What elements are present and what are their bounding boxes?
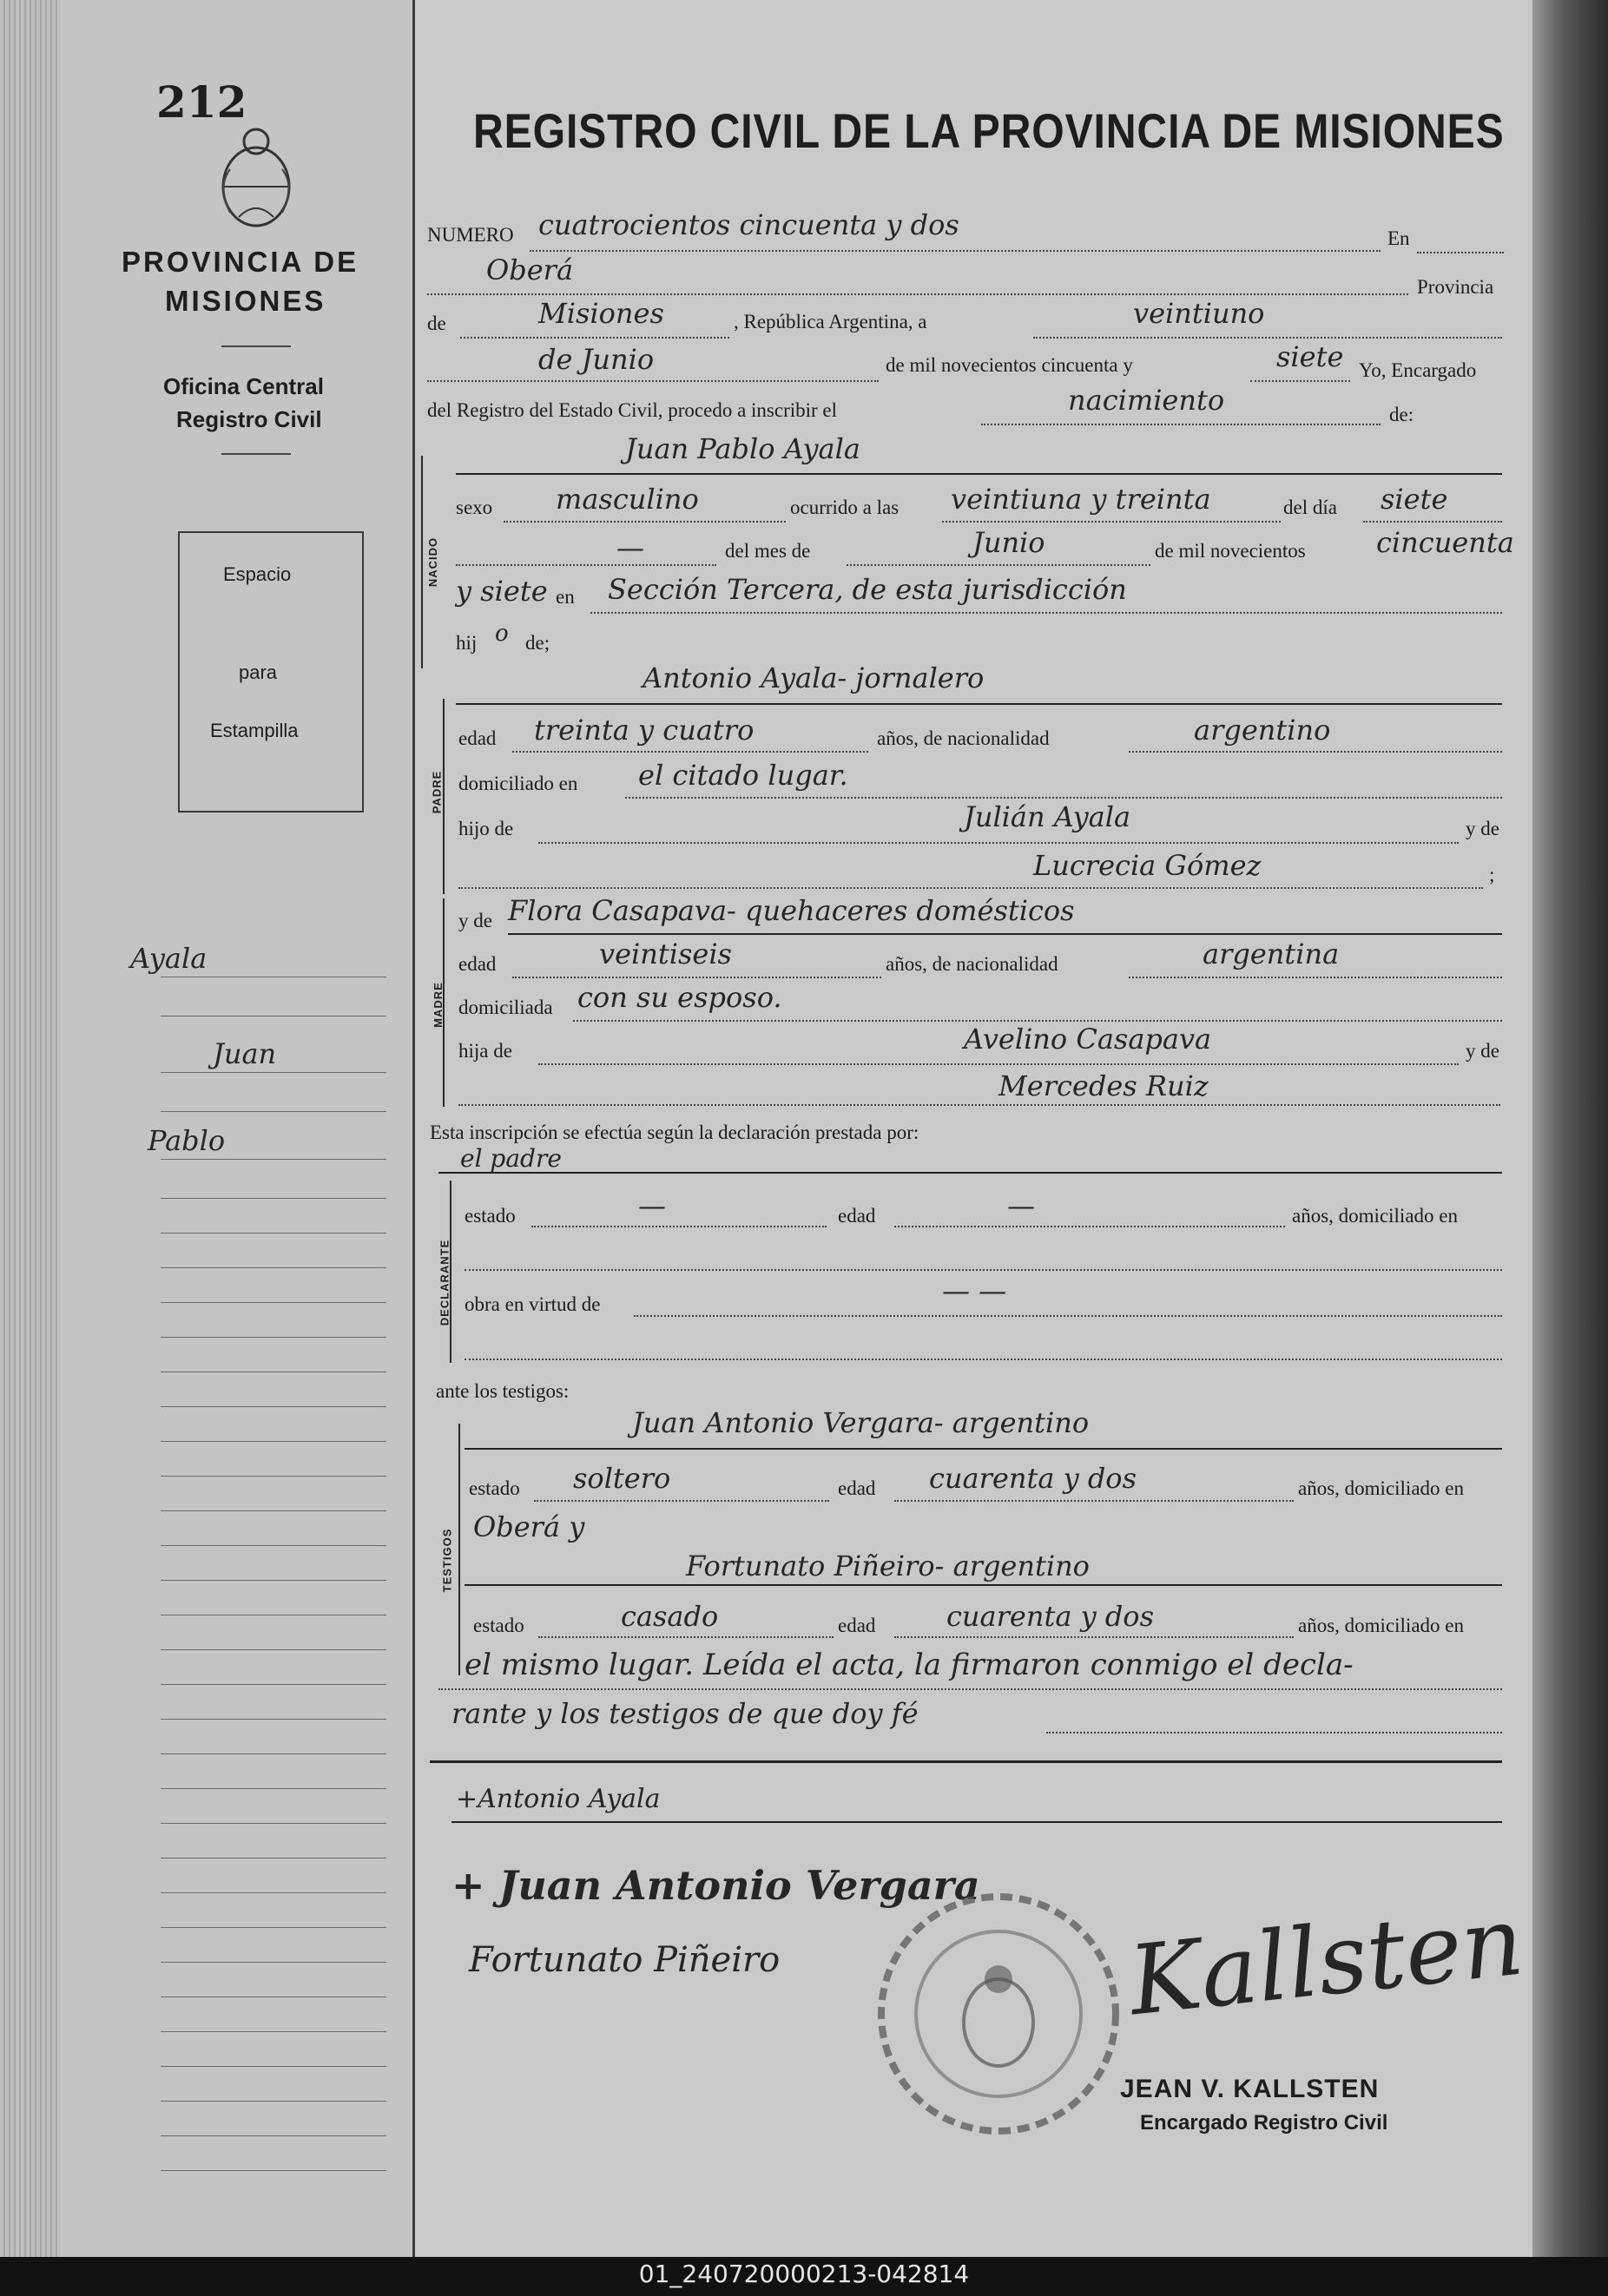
stub-given-1: Juan [213,1037,277,1070]
label-hijo-de-padre: hijo de [458,818,514,839]
label-mil-novecientos: de mil novecientos cincuenta y [886,354,1133,376]
field-decl-obra: — — [942,1274,1007,1307]
label-de: de [427,312,446,334]
field-cierre-1: el mismo lugar. Leída el acta, la firmaron conmigo el decla- [465,1648,1354,1682]
field-t2-edad: cuarenta y dos [946,1600,1154,1633]
field-testigo2: Fortunato Piñeiro- argentino [686,1549,1090,1582]
province-line2: MISIONES [165,285,326,317]
label-nacido: NACIDO [426,536,440,588]
field-provincia: Misiones [538,297,664,330]
signature-2: + Juan Antonio Vergara [451,1862,980,1909]
field-abuelo-m: Avelino Casapava [964,1023,1212,1056]
stub-surname: Ayala [130,942,208,975]
official-name: JEAN V. KALLSTEN [1120,2075,1380,2103]
field-declarante: el padre [460,1144,562,1173]
label-madre: MADRE [431,982,445,1028]
label-anos-nac-madre: años, de nacionalidad [886,953,1058,975]
label-estado-decl: estado [465,1205,516,1227]
label-yo-encargado: Yo, Encargado [1359,359,1477,381]
label-hijo-de: de; [525,632,550,654]
field-sexo: masculino [556,483,699,516]
label-testigos: ante los testigos: [436,1380,570,1402]
field-t1-estado: soltero [573,1462,671,1495]
book-spine [1532,0,1608,2257]
official-seal-icon [868,1884,1129,2144]
field-madre: Flora Casapava- quehaceres domésticos [508,894,1075,927]
field-anio-nac-2: y siete [456,575,548,608]
field-acto: nacimiento [1068,384,1225,417]
label-del-dia: del día [1283,497,1337,518]
label-en: En [1387,227,1410,249]
label-anos-dom-t2: años, domiciliado en [1298,1615,1464,1636]
label-anos-dom-t1: años, domiciliado en [1298,1477,1464,1499]
label-anos-dom-decl: años, domiciliado en [1292,1205,1458,1227]
field-t1-edad: cuarenta y dos [929,1462,1137,1495]
field-t2-estado: casado [621,1600,719,1633]
field-decl-estado: — [638,1189,666,1222]
field-padre-nac: argentino [1194,714,1331,747]
page-number: 212 [156,76,247,128]
field-abuela-m: Mercedes Ruiz [998,1069,1209,1102]
stamp-box-label-2: para [239,661,278,683]
label-obra: obra en virtud de [465,1293,601,1315]
official-signature: Kallsten [1124,1885,1529,2037]
field-madre-nac: argentina [1203,937,1340,970]
label-estado-t2: estado [473,1615,524,1636]
label-anos-nac-padre: años, de nacionalidad [877,727,1050,749]
field-lugar: Oberá [486,253,574,286]
label-hija-de: hija de [458,1040,512,1062]
stub-column [0,0,415,2257]
field-dia: veintiuno [1133,297,1265,330]
label-declarante: DECLARANTE [438,1239,451,1326]
field-padre: Antonio Ayala- jornalero [643,661,985,694]
label-numero: NUMERO [427,224,514,246]
label-semicolon: ; [1489,864,1495,885]
label-del-mes: del mes de [725,540,811,562]
field-madre-edad: veintiseis [599,937,732,970]
field-hora: veintiuna y treinta [951,483,1211,516]
label-domiciliado: domiciliado en [458,773,578,794]
field-abuela-p: Lucrecia Gómez [1033,849,1262,882]
label-sexo: sexo [456,497,493,518]
register-title: REGISTRO CIVIL DE LA PROVINCIA DE MISIONES [473,103,1505,158]
label-del-registro: del Registro del Estado Civil, procedo a inscribir el [427,399,838,421]
label-declaracion: Esta inscripción se efectúa según la declaración prestada por: [430,1122,919,1143]
field-mes-nac: Junio [972,526,1045,559]
page-edges [0,0,61,2257]
file-id: 01_240720000213-042814 [638,2260,970,2288]
label-edad-madre: edad [458,953,497,975]
field-padre-dom: el citado lugar. [638,759,848,792]
province-line1: PROVINCIA DE [122,246,359,278]
label-republica: , República Argentina, a [734,311,927,332]
label-y-de-padre: y de [1466,818,1499,839]
field-mes: de Junio [538,343,655,376]
label-domiciliada: domiciliada [458,997,553,1018]
field-numero: cuatrocientos cincuenta y dos [538,208,959,241]
label-padre: PADRE [430,770,444,814]
office-line1: Oficina Central [163,373,324,399]
label-edad-decl: edad [838,1205,876,1227]
field-t1-dom: Oberá y [473,1510,585,1543]
field-madre-dom: con su esposo. [577,981,782,1014]
field-lugar-nac: Sección Tercera, de esta jurisdicción [608,573,1127,606]
stamp-box-label-1: Espacio [223,563,292,585]
field-hij-suffix: o [495,621,509,647]
signature-3: Fortunato Piñeiro [469,1940,781,1980]
field-anio: siete [1276,340,1344,373]
label-hij: hij [456,632,478,654]
label-testigos-vertical: TESTIGOS [440,1528,454,1593]
field-padre-edad: treinta y cuatro [534,714,755,747]
signature-1: +Antonio Ayala [456,1784,661,1814]
field-cierre-2: rante y los testigos de que doy fé [451,1697,919,1730]
stamp-box-label-3: Estampilla [210,720,299,741]
official-title: Encargado Registro Civil [1140,2111,1388,2135]
label-ocurrido: ocurrido a las [790,497,900,518]
label-y-de-madre-2: y de [1466,1040,1499,1062]
field-testigo1: Juan Antonio Vergara- argentino [632,1406,1090,1439]
label-y-de-madre: y de [458,910,492,931]
stamp-box [178,531,364,812]
field-decl-edad: — [1007,1189,1035,1222]
label-en-lower: en [556,586,575,608]
label-de-colon: de: [1389,404,1414,425]
stub-given-2: Pablo [148,1124,226,1157]
field-guion: — [616,531,644,564]
field-abuelo-p: Julián Ayala [964,800,1131,833]
field-dia-nac: siete [1381,483,1448,516]
coat-of-arms-icon [213,117,300,234]
label-edad-t1: edad [838,1477,876,1499]
label-provincia: Provincia [1417,276,1494,298]
field-nombre: Juan Pablo Ayala [625,432,860,465]
label-estado-t1: estado [469,1477,520,1499]
office-line2: Registro Civil [176,406,322,432]
field-anio-nac: cincuenta [1376,526,1514,559]
label-edad-padre: edad [458,727,497,749]
label-de-mil: de mil novecientos [1155,540,1306,562]
label-edad-t2: edad [838,1615,876,1636]
